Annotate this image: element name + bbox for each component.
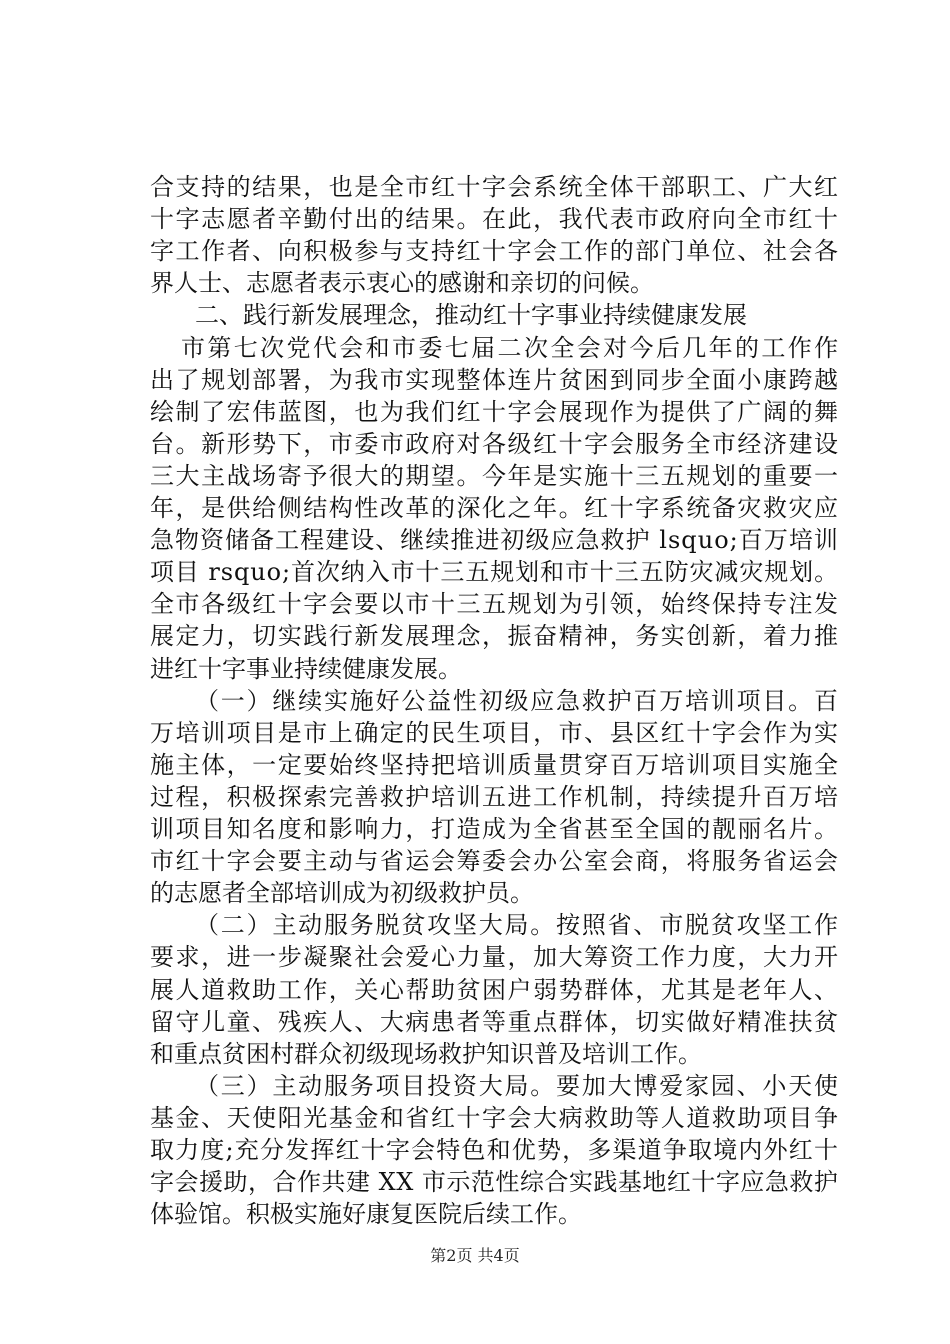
text-line: 字会援助，合作共建 XX 市示范性综合实践基地红十字应急救护 bbox=[150, 1168, 839, 1196]
page-footer: 第2页 共4页 bbox=[430, 1246, 520, 1265]
text-line: 的志愿者全部培训成为初级救护员。 bbox=[150, 879, 534, 907]
text-line: 二、践行新发展理念，推动红十字事业持续健康发展 bbox=[195, 301, 747, 329]
text-line: 万培训项目是市上确定的民生项目，市、县区红十字会作为实 bbox=[150, 719, 840, 747]
text-line: 展人道救助工作，关心帮助贫困户弱势群体，尤其是老年人、 bbox=[150, 976, 840, 1004]
text-line: （二）主动服务脱贫攻坚大局。按照省、市脱贫攻坚工作 bbox=[195, 911, 840, 939]
text-line: （一）继续实施好公益性初级应急救护百万培训项目。百 bbox=[195, 687, 840, 715]
text-line: 十字志愿者辛勤付出的结果。在此，我代表市政府向全市红十 bbox=[150, 205, 840, 233]
text-line: 全市各级红十字会要以市十三五规划为引领，始终保持专注发 bbox=[150, 590, 840, 618]
text-line: 台。新形势下，市委市政府对各级红十字会服务全市经济建设 bbox=[150, 430, 840, 458]
text-line: 施主体，一定要始终坚持把培训质量贯穿百万培训项目实施全 bbox=[150, 751, 840, 779]
text-line: 项目 rsquo;首次纳入市十三五规划和市十三五防灾减灾规划。 bbox=[150, 558, 839, 586]
text-line: 展定力，切实践行新发展理念，振奋精神，务实创新，着力推 bbox=[150, 622, 840, 650]
text-line: 出了规划部署，为我市实现整体连片贫困到同步全面小康跨越 bbox=[150, 366, 840, 394]
text-line: 训项目知名度和影响力，打造成为全省甚至全国的靓丽名片。 bbox=[150, 815, 840, 843]
text-line: 市红十字会要主动与省运会筹委会办公室会商，将服务省运会 bbox=[150, 847, 840, 875]
text-line: 字工作者、向积极参与支持红十字会工作的部门单位、社会各 bbox=[150, 237, 840, 265]
text-line: 界人士、志愿者表示衷心的感谢和亲切的问候。 bbox=[150, 269, 654, 297]
text-line: 合支持的结果，也是全市红十字会系统全体干部职工、广大红 bbox=[150, 173, 840, 201]
text-line: 年，是供给侧结构性改革的深化之年。红十字系统备灾救灾应 bbox=[150, 494, 840, 522]
text-line: 急物资储备工程建设、继续推进初级应急救护 lsquo;百万培训 bbox=[150, 526, 839, 554]
text-line: 进红十字事业持续健康发展。 bbox=[150, 655, 462, 683]
text-line: 绘制了宏伟蓝图，也为我们红十字会展现作为提供了广阔的舞 bbox=[150, 398, 840, 426]
text-line: 体验馆。积极实施好康复医院后续工作。 bbox=[150, 1200, 582, 1228]
text-line: 留守儿童、残疾人、大病患者等重点群体，切实做好精准扶贫 bbox=[150, 1008, 840, 1036]
text-line: 取力度;充分发挥红十字会特色和优势，多渠道争取境内外红十 bbox=[150, 1136, 840, 1164]
text-line: 要求，进一步凝聚社会爱心力量，加大筹资工作力度，大力开 bbox=[150, 943, 840, 971]
text-line: 和重点贫困村群众初级现场救护知识普及培训工作。 bbox=[150, 1040, 702, 1068]
text-line: 三大主战场寄予很大的期望。今年是实施十三五规划的重要一 bbox=[150, 462, 840, 490]
text-line: 基金、天使阳光基金和省红十字会大病救助等人道救助项目争 bbox=[150, 1104, 840, 1132]
text-line: 市第七次党代会和市委七届二次全会对今后几年的工作作 bbox=[181, 334, 841, 362]
text-line: 过程，积极探索完善救护培训五进工作机制，持续提升百万培 bbox=[150, 783, 840, 811]
text-line: （三）主动服务项目投资大局。要加大博爱家园、小天使 bbox=[195, 1072, 840, 1100]
